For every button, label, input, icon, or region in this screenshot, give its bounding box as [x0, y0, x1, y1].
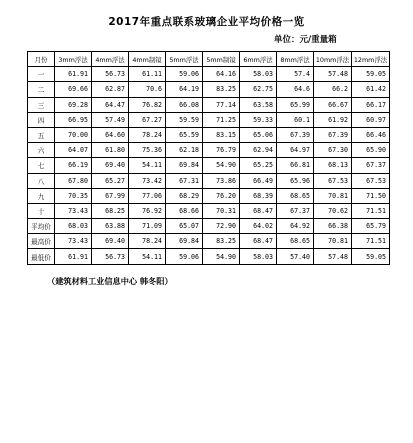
price-cell: 68.47 [240, 203, 277, 218]
price-cell: 64.07 [55, 143, 92, 158]
price-cell: 72.90 [203, 219, 240, 234]
month-cell: 七 [28, 158, 55, 173]
month-cell: 最高价 [28, 234, 55, 249]
price-cell: 68.29 [166, 188, 203, 203]
month-cell: 五 [28, 127, 55, 142]
price-cell: 68.03 [55, 219, 92, 234]
table-row [28, 249, 390, 264]
price-cell: 64.92 [277, 219, 314, 234]
price-cell: 71.50 [352, 188, 390, 203]
price-cell: 59.06 [166, 67, 203, 82]
price-cell: 61.91 [55, 67, 92, 82]
price-cell: 75.36 [129, 143, 166, 158]
price-cell: 60.1 [277, 112, 314, 127]
table-row [28, 67, 390, 82]
price-cell: 68.39 [240, 188, 277, 203]
month-cell: 一 [28, 67, 55, 82]
price-cell: 54.90 [203, 158, 240, 173]
table-row [28, 158, 390, 173]
price-cell: 65.07 [166, 219, 203, 234]
price-cell: 69.84 [166, 234, 203, 249]
price-cell: 77.06 [129, 188, 166, 203]
price-cell: 64.6 [277, 82, 314, 97]
price-cell: 61.80 [92, 143, 129, 158]
month-cell: 四 [28, 112, 55, 127]
price-cell: 56.73 [92, 249, 129, 264]
month-cell: 九 [28, 188, 55, 203]
price-cell: 59.05 [352, 67, 390, 82]
price-cell: 69.66 [55, 82, 92, 97]
table-row [28, 203, 390, 218]
price-cell: 70.31 [203, 203, 240, 218]
price-cell: 71.25 [203, 112, 240, 127]
price-cell: 69.40 [92, 158, 129, 173]
price-cell: 73.43 [55, 234, 92, 249]
price-cell: 54.11 [129, 158, 166, 173]
price-cell: 67.37 [352, 158, 390, 173]
price-cell: 59.33 [240, 112, 277, 127]
price-cell: 54.90 [203, 249, 240, 264]
table-row [28, 188, 390, 203]
price-cell: 66.49 [240, 173, 277, 188]
price-cell: 76.20 [203, 188, 240, 203]
price-cell: 70.81 [314, 234, 352, 249]
price-cell: 78.24 [129, 127, 166, 142]
column-header: 4mm浮法 [92, 52, 129, 67]
price-cell: 67.80 [55, 173, 92, 188]
price-cell: 83.25 [203, 234, 240, 249]
price-cell: 67.53 [314, 173, 352, 188]
price-cell: 67.39 [277, 127, 314, 142]
table-row [28, 97, 390, 112]
month-cell: 三 [28, 97, 55, 112]
price-cell: 65.27 [92, 173, 129, 188]
price-cell: 60.97 [352, 112, 390, 127]
price-cell: 63.88 [92, 219, 129, 234]
column-header: 5mm制镜 [203, 52, 240, 67]
price-cell: 77.14 [203, 97, 240, 112]
price-cell: 67.27 [129, 112, 166, 127]
price-cell: 61.91 [55, 249, 92, 264]
price-cell: 67.30 [314, 143, 352, 158]
column-header: 5mm浮法 [166, 52, 203, 67]
price-cell: 70.81 [314, 188, 352, 203]
table-row [28, 173, 390, 188]
price-cell: 64.19 [166, 82, 203, 97]
price-cell: 62.75 [240, 82, 277, 97]
table-header-row [28, 52, 390, 67]
price-cell: 70.6 [129, 82, 166, 97]
price-cell: 64.47 [92, 97, 129, 112]
price-cell: 65.79 [352, 219, 390, 234]
price-cell: 65.25 [240, 158, 277, 173]
price-cell: 70.62 [314, 203, 352, 218]
price-cell: 58.03 [240, 249, 277, 264]
price-cell: 70.00 [55, 127, 92, 142]
price-cell: 73.86 [203, 173, 240, 188]
column-header: 8mm浮法 [277, 52, 314, 67]
price-cell: 57.48 [314, 67, 352, 82]
price-cell: 59.06 [166, 249, 203, 264]
column-header: 月份 [28, 52, 55, 67]
price-cell: 66.46 [352, 127, 390, 142]
price-cell: 71.51 [352, 203, 390, 218]
table-row [28, 82, 390, 97]
page-title: 2017年重点联系玻璃企业平均价格一览 [108, 16, 305, 28]
price-cell: 62.87 [92, 82, 129, 97]
unit-label: 单位：元/重量箱 [274, 35, 337, 45]
price-cell: 64.60 [92, 127, 129, 142]
price-cell: 68.66 [166, 203, 203, 218]
price-cell: 59.05 [352, 249, 390, 264]
price-cell: 68.47 [240, 234, 277, 249]
column-header: 4mm制镜 [129, 52, 166, 67]
table-body [28, 67, 390, 264]
source-footer: （建筑材料工业信息中心 韩冬阳） [47, 276, 173, 286]
price-cell: 57.48 [314, 249, 352, 264]
column-header: 12mm浮法 [352, 52, 390, 67]
price-cell: 65.06 [240, 127, 277, 142]
price-cell: 57.4 [277, 67, 314, 82]
price-cell: 67.53 [352, 173, 390, 188]
price-cell: 68.25 [92, 203, 129, 218]
price-cell: 69.28 [55, 97, 92, 112]
price-cell: 71.51 [352, 234, 390, 249]
price-cell: 67.39 [314, 127, 352, 142]
price-table [27, 51, 390, 265]
price-cell: 62.94 [240, 143, 277, 158]
price-cell: 65.99 [277, 97, 314, 112]
column-header: 3mm浮法 [55, 52, 92, 67]
price-cell: 64.02 [240, 219, 277, 234]
month-cell: 二 [28, 82, 55, 97]
table-row [28, 127, 390, 142]
price-cell: 57.49 [92, 112, 129, 127]
price-cell: 66.67 [314, 97, 352, 112]
price-cell: 61.42 [352, 82, 390, 97]
price-cell: 66.2 [314, 82, 352, 97]
price-cell: 76.92 [129, 203, 166, 218]
price-cell: 67.99 [92, 188, 129, 203]
price-cell: 71.09 [129, 219, 166, 234]
price-cell: 67.31 [166, 173, 203, 188]
price-cell: 56.73 [92, 67, 129, 82]
price-cell: 64.97 [277, 143, 314, 158]
price-cell: 70.35 [55, 188, 92, 203]
price-cell: 66.38 [314, 219, 352, 234]
month-cell: 八 [28, 173, 55, 188]
month-cell: 最低价 [28, 249, 55, 264]
price-cell: 59.59 [166, 112, 203, 127]
price-cell: 64.16 [203, 67, 240, 82]
price-cell: 61.11 [129, 67, 166, 82]
price-cell: 54.11 [129, 249, 166, 264]
price-cell: 66.95 [55, 112, 92, 127]
price-cell: 83.15 [203, 127, 240, 142]
column-header: 6mm浮法 [240, 52, 277, 67]
price-cell: 78.24 [129, 234, 166, 249]
price-cell: 65.90 [352, 143, 390, 158]
price-cell: 68.13 [314, 158, 352, 173]
price-cell: 62.18 [166, 143, 203, 158]
price-cell: 76.82 [129, 97, 166, 112]
price-cell: 65.59 [166, 127, 203, 142]
price-cell: 66.19 [55, 158, 92, 173]
price-cell: 68.65 [277, 188, 314, 203]
month-cell: 平均价 [28, 219, 55, 234]
price-cell: 66.08 [166, 97, 203, 112]
price-cell: 65.96 [277, 173, 314, 188]
table-row [28, 234, 390, 249]
table-row [28, 112, 390, 127]
price-cell: 57.40 [277, 249, 314, 264]
price-cell: 66.17 [352, 97, 390, 112]
price-cell: 61.92 [314, 112, 352, 127]
price-cell: 83.25 [203, 82, 240, 97]
price-cell: 69.84 [166, 158, 203, 173]
price-cell: 76.79 [203, 143, 240, 158]
price-cell: 67.37 [277, 203, 314, 218]
price-cell: 73.43 [55, 203, 92, 218]
column-header: 10mm浮法 [314, 52, 352, 67]
table-row [28, 219, 390, 234]
month-cell: 十 [28, 203, 55, 218]
price-cell: 73.42 [129, 173, 166, 188]
table-row [28, 143, 390, 158]
price-cell: 66.81 [277, 158, 314, 173]
price-cell: 69.40 [92, 234, 129, 249]
price-cell: 63.58 [240, 97, 277, 112]
price-cell: 58.03 [240, 67, 277, 82]
price-cell: 68.65 [277, 234, 314, 249]
month-cell: 六 [28, 143, 55, 158]
